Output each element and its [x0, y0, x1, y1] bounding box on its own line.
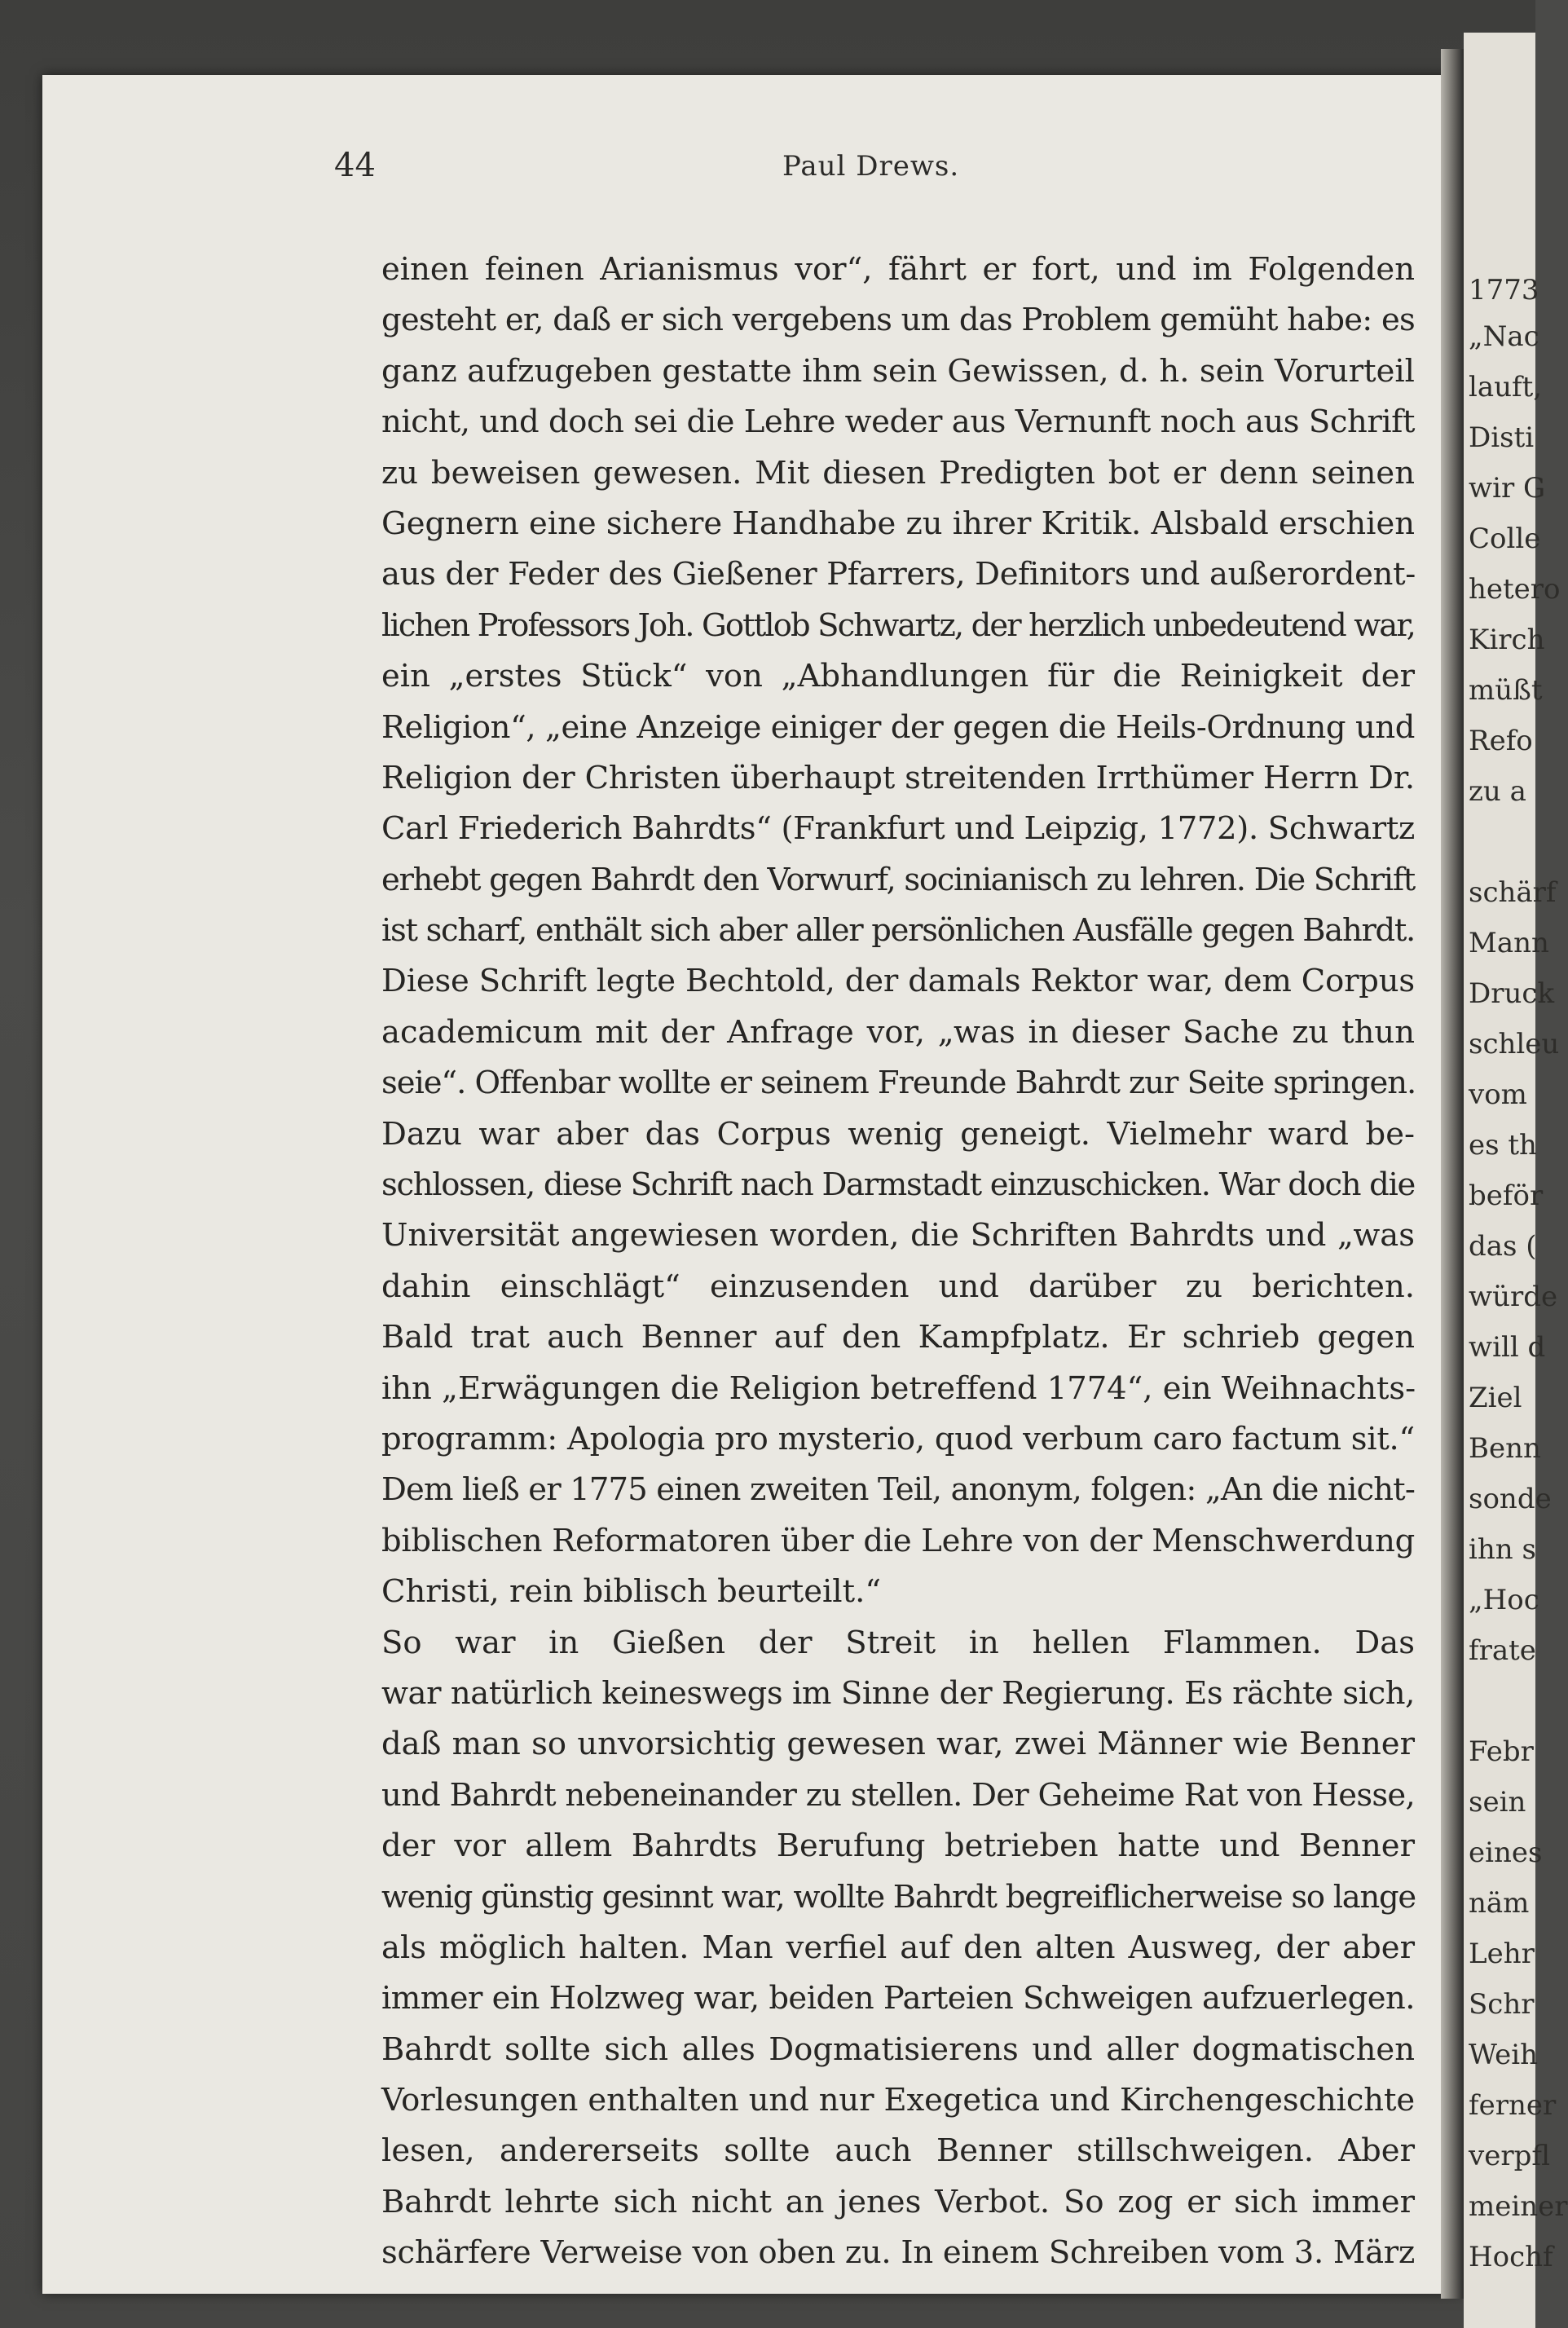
facing-page-fragments	[1469, 269, 1568, 2282]
facing-page-fragment: 1773	[1469, 274, 1539, 306]
facing-page-fragment: es th	[1469, 1129, 1537, 1162]
facing-page-fragment: Kirch	[1469, 624, 1545, 656]
facing-page-fragment: müßt	[1469, 674, 1543, 707]
text-line: nicht, und doch sei die Lehre weder aus Vernunft noch aus Schrift	[381, 403, 1415, 441]
text-line: der vor allem Bahrdts Berufung betrieben hatte und Benner	[381, 1828, 1415, 1865]
facing-page-fragment: schärf	[1469, 876, 1557, 909]
text-line: Diese Schrift legte Bechtold, der damals Rektor war, dem Corpus	[381, 963, 1415, 1000]
facing-page-fragment: zu a	[1469, 775, 1526, 808]
facing-page-fragment: Disti	[1469, 421, 1535, 454]
text-line: Gegnern eine sichere Handhabe zu ihrer Kritik. Alsbald erschien	[381, 505, 1415, 542]
text-line: dahin einschlägt“ einzusenden und darüber zu berichten.	[381, 1268, 1415, 1305]
facing-page-fragment: Febr	[1469, 1735, 1534, 1768]
facing-page-fragment: schleu	[1469, 1028, 1560, 1060]
facing-page-fragment: Schr	[1469, 1988, 1535, 2021]
text-line: und Bahrdt nebeneinander zu stellen. Der Geheime Rat von Hesse,	[381, 1776, 1415, 1814]
text-line: ganz aufzugeben gestatte ihm sein Gewissen, d. h. sein Vorurteil	[381, 352, 1415, 390]
facing-page-fragment: sein	[1469, 1786, 1526, 1819]
facing-page-fragment	[1469, 817, 1534, 867]
facing-page-fragment: Weih	[1469, 2039, 1539, 2071]
text-line: Dazu war aber das Corpus wenig geneigt. Vielmehr ward be-	[381, 1115, 1415, 1153]
text-line: ein „erstes Stück“ von „Abhandlungen für die Reinigkeit der	[381, 658, 1415, 695]
facing-page-fragment: sonde	[1469, 1483, 1552, 1515]
facing-page-fragment: beför	[1469, 1179, 1544, 1212]
text-line: daß man so unvorsichtig gewesen war, zwei Männer wie Benner	[381, 1726, 1415, 1763]
text-line: lichen Professors Joh. Gottlob Schwartz, der herzlich unbedeutend war,	[381, 606, 1415, 644]
text-line: Bald trat auch Benner auf den Kampfplatz. Er schrieb gegen	[381, 1319, 1415, 1356]
text-line: gesteht er, daß er sich vergebens um das Problem gemüht habe: es	[381, 302, 1415, 339]
running-head	[334, 147, 1410, 196]
text-line: Bahrdt sollte sich alles Dogmatisierens und aller dogmatischen	[381, 2030, 1415, 2068]
facing-page-fragment: frate	[1469, 1634, 1536, 1667]
text-line: schärfere Verweise von oben zu. In einem Schreiben vom 3. März	[381, 2234, 1415, 2272]
running-title: Paul Drews.	[782, 150, 960, 183]
facing-page-fragment: verpfl	[1469, 2140, 1551, 2172]
text-line: Bahrdt lehrte sich nicht an jenes Verbot. So zog er sich immer	[381, 2183, 1415, 2220]
text-line: Carl Friederich Bahrdts“ (Frankfurt und Leipzig, 1772). Schwartz	[381, 810, 1415, 848]
text-line: als möglich halten. Man verfiel auf den alten Ausweg, der aber	[381, 1929, 1415, 1966]
facing-page-fragment: Mann	[1469, 927, 1549, 959]
text-line: Vorlesungen enthalten und nur Exegetica und Kirchengeschichte	[381, 2082, 1415, 2119]
text-line: aus der Feder des Gießener Pfarrers, Definitors und außerordent-	[381, 556, 1416, 593]
book-gutter	[1441, 49, 1464, 2299]
text-line: Christi, rein biblisch beurteilt.“	[381, 1573, 882, 1611]
text-line: war natürlich keineswegs im Sinne der Regierung. Es rächte sich,	[381, 1674, 1415, 1712]
text-line: So war in Gießen der Streit in hellen Flammen. Das	[381, 1624, 1415, 1661]
body-text	[381, 245, 1415, 2279]
text-line: Religion der Christen überhaupt streitenden Irrthümer Herrn Dr.	[381, 759, 1415, 796]
facing-page-fragment: würde	[1469, 1281, 1558, 1313]
facing-page-fragment: Druck	[1469, 977, 1555, 1010]
text-line: lesen, andererseits sollte auch Benner stillschweigen. Aber	[381, 2132, 1415, 2170]
text-line: ihn „Erwägungen die Religion betreffend 1774“, ein Weihnachts-	[381, 1369, 1416, 1407]
text-line: Universität angewiesen worden, die Schriften Bahrdts und „was	[381, 1217, 1415, 1254]
facing-page-fragment: Colle	[1469, 522, 1541, 555]
facing-page-fragment: näm	[1469, 1887, 1530, 1920]
text-line: Dem ließ er 1775 einen zweiten Teil, anonym, folgen: „An die nicht-	[381, 1471, 1415, 1509]
facing-page-fragment: ihn s	[1469, 1533, 1536, 1566]
text-line: ist scharf, enthält sich aber aller persönlichen Ausfälle gegen Bahrdt.	[381, 912, 1415, 950]
text-line: immer ein Holzweg war, beiden Parteien Schweigen aufzuerlegen.	[381, 1980, 1415, 2017]
facing-page-fragment: Refo	[1469, 725, 1533, 757]
text-line: schlossen, diese Schrift nach Darmstadt einzuschicken. War doch die	[381, 1166, 1415, 1204]
text-line: wenig günstig gesinnt war, wollte Bahrdt begreiflicherweise so lange	[381, 1878, 1416, 1916]
facing-page-fragment: „Hoc	[1469, 1584, 1539, 1616]
page-number: 44	[334, 147, 376, 184]
text-line: einen feinen Arianismus vor“, fährt er fort, und im Folgenden	[381, 251, 1415, 288]
text-line: biblischen Reformatoren über die Lehre von der Menschwerdung	[381, 1522, 1415, 1559]
facing-page-fragment: ferner	[1469, 2089, 1557, 2122]
facing-page-fragment: vom	[1469, 1078, 1527, 1111]
facing-page-fragment: eines	[1469, 1836, 1543, 1869]
facing-page-fragment	[1469, 1676, 1534, 1726]
facing-page-fragment: „Nac	[1469, 320, 1539, 353]
facing-page-fragment: meiner	[1469, 2190, 1568, 2223]
text-line: erhebt gegen Bahrdt den Vorwurf, socinianisch zu lehren. Die Schrift	[381, 861, 1415, 898]
facing-page-fragment: Ziel	[1469, 1382, 1522, 1414]
facing-page-fragment: wir G	[1469, 472, 1546, 505]
facing-page-fragment: Hochf	[1469, 2241, 1553, 2273]
text-line: seie“. Offenbar wollte er seinem Freunde Bahrdt zur Seite springen.	[381, 1065, 1416, 1102]
facing-page-fragment: lauft,	[1469, 371, 1543, 403]
facing-page-fragment: Lehr	[1469, 1938, 1535, 1970]
text-line: zu beweisen gewesen. Mit diesen Predigten bot er denn seinen	[381, 454, 1415, 492]
facing-page-fragment: will d	[1469, 1331, 1546, 1364]
text-line: Religion“, „eine Anzeige einiger der gegen die Heils-Ordnung und	[381, 708, 1415, 746]
text-line: programm: Apologia pro mysterio, quod verbum caro factum sit.“	[381, 1420, 1415, 1457]
facing-page-fragment: das (	[1469, 1230, 1537, 1263]
text-line: academicum mit der Anfrage vor, „was in dieser Sache zu thun	[381, 1013, 1415, 1051]
facing-page-edge	[1464, 33, 1568, 2328]
facing-page-fragment: hetero	[1469, 573, 1561, 606]
facing-page-fragment: Benn	[1469, 1432, 1541, 1465]
